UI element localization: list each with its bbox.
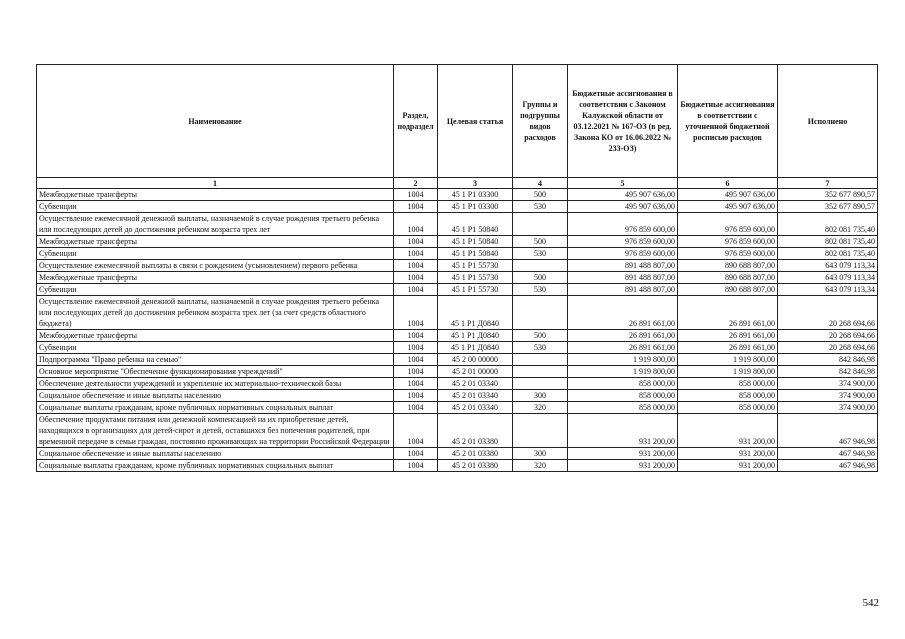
row-section: 1004 — [394, 414, 438, 448]
row-name: Осуществление ежемесячной денежной выплаты, назначаемой в случае рождения третьего ребенка или последующих детей до достижения ребенком возраста трех лет — [37, 213, 394, 236]
row-section: 1004 — [394, 366, 438, 378]
row-name: Межбюджетные трансферты — [37, 189, 394, 201]
row-law-allocation: 891 488 807,00 — [568, 260, 678, 272]
row-executed: 352 677 890,57 — [778, 189, 878, 201]
row-executed: 374 900,00 — [778, 390, 878, 402]
row-target: 45 1 P1 Д0840 — [438, 330, 513, 342]
row-group: 300 — [513, 390, 568, 402]
row-roster-allocation: 931 200,00 — [678, 460, 778, 472]
table-row — [37, 201, 878, 213]
row-name: Социальное обеспечение и иные выплаты населению — [37, 390, 394, 402]
row-roster-allocation: 976 859 600,00 — [678, 248, 778, 260]
row-section: 1004 — [394, 330, 438, 342]
table-row — [37, 272, 878, 284]
row-name: Обеспечение деятельности учреждений и укрепление их материально-технической базы — [37, 378, 394, 390]
table-row — [37, 248, 878, 260]
row-law-allocation: 26 891 661,00 — [568, 296, 678, 330]
document-page — [36, 64, 878, 472]
row-group: 530 — [513, 201, 568, 213]
row-section: 1004 — [394, 260, 438, 272]
row-roster-allocation: 931 200,00 — [678, 414, 778, 448]
header-target: Целевая статья — [438, 65, 513, 178]
column-number: 6 — [678, 178, 778, 189]
row-law-allocation: 891 488 807,00 — [568, 284, 678, 296]
row-law-allocation: 976 859 600,00 — [568, 236, 678, 248]
table-row — [37, 354, 878, 366]
row-roster-allocation: 495 907 636,00 — [678, 189, 778, 201]
row-executed: 842 846,98 — [778, 354, 878, 366]
row-executed: 20 268 694,66 — [778, 330, 878, 342]
row-section: 1004 — [394, 213, 438, 236]
column-number: 7 — [778, 178, 878, 189]
row-law-allocation: 26 891 661,00 — [568, 342, 678, 354]
row-roster-allocation: 26 891 661,00 — [678, 330, 778, 342]
row-section: 1004 — [394, 236, 438, 248]
row-section: 1004 — [394, 354, 438, 366]
column-number: 1 — [37, 178, 394, 189]
column-number: 2 — [394, 178, 438, 189]
row-law-allocation: 931 200,00 — [568, 448, 678, 460]
row-law-allocation: 495 907 636,00 — [568, 201, 678, 213]
row-executed: 467 946,98 — [778, 448, 878, 460]
row-section: 1004 — [394, 284, 438, 296]
row-section: 1004 — [394, 460, 438, 472]
row-target: 45 2 01 03340 — [438, 402, 513, 414]
header-executed: Исполнено — [778, 65, 878, 178]
budget-table — [36, 64, 878, 472]
row-section: 1004 — [394, 248, 438, 260]
row-roster-allocation: 976 859 600,00 — [678, 213, 778, 236]
row-executed: 643 079 113,34 — [778, 284, 878, 296]
row-group — [513, 354, 568, 366]
row-executed: 374 900,00 — [778, 378, 878, 390]
row-section: 1004 — [394, 296, 438, 330]
table-row — [37, 460, 878, 472]
table-row — [37, 402, 878, 414]
row-group: 500 — [513, 189, 568, 201]
row-section: 1004 — [394, 390, 438, 402]
table-row — [37, 414, 878, 448]
row-group: 500 — [513, 236, 568, 248]
row-executed: 467 946,98 — [778, 414, 878, 448]
row-group — [513, 213, 568, 236]
row-target: 45 2 01 03380 — [438, 448, 513, 460]
row-group: 300 — [513, 448, 568, 460]
row-roster-allocation: 931 200,00 — [678, 448, 778, 460]
row-group: 530 — [513, 248, 568, 260]
row-roster-allocation: 890 688 807,00 — [678, 284, 778, 296]
row-roster-allocation: 1 919 800,00 — [678, 354, 778, 366]
row-target: 45 1 P1 55730 — [438, 272, 513, 284]
row-executed: 842 846,98 — [778, 366, 878, 378]
header-roster-allocation: Бюджетные ассигнования в соответствии с уточненной бюджетной росписью расходов — [678, 65, 778, 178]
row-name: Межбюджетные трансферты — [37, 330, 394, 342]
table-body — [37, 189, 878, 472]
table-row — [37, 236, 878, 248]
row-name: Субвенции — [37, 342, 394, 354]
header-group: Группы и подгруппы видов расходов — [513, 65, 568, 178]
row-law-allocation: 495 907 636,00 — [568, 189, 678, 201]
table-row — [37, 189, 878, 201]
row-group: 320 — [513, 402, 568, 414]
row-group — [513, 366, 568, 378]
row-law-allocation: 858 000,00 — [568, 402, 678, 414]
row-executed: 802 081 735,40 — [778, 248, 878, 260]
row-section: 1004 — [394, 272, 438, 284]
row-law-allocation: 858 000,00 — [568, 378, 678, 390]
row-roster-allocation: 858 000,00 — [678, 378, 778, 390]
row-name: Субвенции — [37, 248, 394, 260]
row-section: 1004 — [394, 201, 438, 213]
table-row — [37, 378, 878, 390]
row-executed: 20 268 694,66 — [778, 342, 878, 354]
row-section: 1004 — [394, 378, 438, 390]
row-name: Субвенции — [37, 201, 394, 213]
row-target: 45 2 01 03340 — [438, 390, 513, 402]
row-law-allocation: 976 859 600,00 — [568, 213, 678, 236]
row-target: 45 1 P1 50840 — [438, 213, 513, 236]
row-roster-allocation: 858 000,00 — [678, 402, 778, 414]
row-roster-allocation: 890 688 807,00 — [678, 272, 778, 284]
row-target: 45 1 P1 Д0840 — [438, 296, 513, 330]
row-executed: 20 268 694,66 — [778, 296, 878, 330]
header-law-allocation: Бюджетные ассигнования в соответствии с Законом Калужской области от 03.12.2021 № 167-ОЗ (в ред. Закона КО от 16.06.2022 № 233-ОЗ) — [568, 65, 678, 178]
row-group — [513, 414, 568, 448]
page-number: 542 — [862, 597, 879, 609]
header-name: Наименование — [37, 65, 394, 178]
row-executed: 802 081 735,40 — [778, 236, 878, 248]
row-law-allocation: 891 488 807,00 — [568, 272, 678, 284]
row-group: 500 — [513, 272, 568, 284]
row-section: 1004 — [394, 402, 438, 414]
row-target: 45 2 01 03380 — [438, 414, 513, 448]
row-name: Субвенции — [37, 284, 394, 296]
row-roster-allocation: 26 891 661,00 — [678, 296, 778, 330]
row-executed: 352 677 890,57 — [778, 201, 878, 213]
row-executed: 374 900,00 — [778, 402, 878, 414]
table-row — [37, 213, 878, 236]
row-law-allocation: 858 000,00 — [568, 390, 678, 402]
table-row — [37, 366, 878, 378]
row-roster-allocation: 495 907 636,00 — [678, 201, 778, 213]
row-name: Социальные выплаты гражданам, кроме публичных нормативных социальных выплат — [37, 460, 394, 472]
row-target: 45 2 01 03380 — [438, 460, 513, 472]
row-law-allocation: 26 891 661,00 — [568, 330, 678, 342]
row-executed: 802 081 735,40 — [778, 213, 878, 236]
row-group: 500 — [513, 330, 568, 342]
row-executed: 643 079 113,34 — [778, 272, 878, 284]
table-row — [37, 342, 878, 354]
row-law-allocation: 976 859 600,00 — [568, 248, 678, 260]
row-target: 45 1 P1 Д0840 — [438, 342, 513, 354]
row-target: 45 2 01 03340 — [438, 378, 513, 390]
row-target: 45 1 P1 55730 — [438, 260, 513, 272]
row-target: 45 1 P1 50840 — [438, 236, 513, 248]
row-name: Межбюджетные трансферты — [37, 272, 394, 284]
row-target: 45 1 P1 03300 — [438, 201, 513, 213]
column-number: 4 — [513, 178, 568, 189]
row-name: Социальное обеспечение и иные выплаты населению — [37, 448, 394, 460]
column-number: 5 — [568, 178, 678, 189]
row-group — [513, 260, 568, 272]
row-roster-allocation: 890 688 807,00 — [678, 260, 778, 272]
row-group: 320 — [513, 460, 568, 472]
row-group: 530 — [513, 342, 568, 354]
row-executed: 643 079 113,34 — [778, 260, 878, 272]
row-section: 1004 — [394, 448, 438, 460]
row-name: Социальные выплаты гражданам, кроме публичных нормативных социальных выплат — [37, 402, 394, 414]
table-header-row — [37, 65, 878, 178]
row-target: 45 1 P1 03300 — [438, 189, 513, 201]
table-row — [37, 296, 878, 330]
row-target: 45 1 P1 50840 — [438, 248, 513, 260]
row-group: 530 — [513, 284, 568, 296]
row-section: 1004 — [394, 342, 438, 354]
column-number: 3 — [438, 178, 513, 189]
row-group — [513, 296, 568, 330]
row-law-allocation: 931 200,00 — [568, 414, 678, 448]
table-row — [37, 330, 878, 342]
row-name: Осуществление ежемесячной денежной выплаты, назначаемой в случае рождения третьего ребенка или последующих детей до достижения ребенком возраста трех лет (за счет средств областного бюджета) — [37, 296, 394, 330]
row-roster-allocation: 976 859 600,00 — [678, 236, 778, 248]
table-row — [37, 284, 878, 296]
row-target: 45 1 P1 55730 — [438, 284, 513, 296]
row-group — [513, 378, 568, 390]
column-number-row — [37, 178, 878, 189]
row-name: Подпрограмма "Право ребенка на семью" — [37, 354, 394, 366]
header-section: Раздел, подраздел — [394, 65, 438, 178]
row-roster-allocation: 858 000,00 — [678, 390, 778, 402]
row-target: 45 2 01 00000 — [438, 366, 513, 378]
row-law-allocation: 1 919 800,00 — [568, 354, 678, 366]
row-name: Обеспечение продуктами питания или денежной компенсацией на их приобретение детей, находящихся в организациях для детей-сирот и детей, оставшихся без попечения родителей, при временной передаче в семьи граждан, постоянно проживающих на территории Российской Федерации — [37, 414, 394, 448]
row-target: 45 2 00 00000 — [438, 354, 513, 366]
row-name: Основное мероприятие "Обеспечение функционирования учреждений" — [37, 366, 394, 378]
row-law-allocation: 1 919 800,00 — [568, 366, 678, 378]
row-name: Осуществление ежемесячной выплаты в связи с рождением (усыновлением) первого ребенка — [37, 260, 394, 272]
table-row — [37, 448, 878, 460]
row-roster-allocation: 1 919 800,00 — [678, 366, 778, 378]
row-law-allocation: 931 200,00 — [568, 460, 678, 472]
table-row — [37, 390, 878, 402]
row-executed: 467 946,98 — [778, 460, 878, 472]
row-section: 1004 — [394, 189, 438, 201]
table-row — [37, 260, 878, 272]
row-name: Межбюджетные трансферты — [37, 236, 394, 248]
row-roster-allocation: 26 891 661,00 — [678, 342, 778, 354]
